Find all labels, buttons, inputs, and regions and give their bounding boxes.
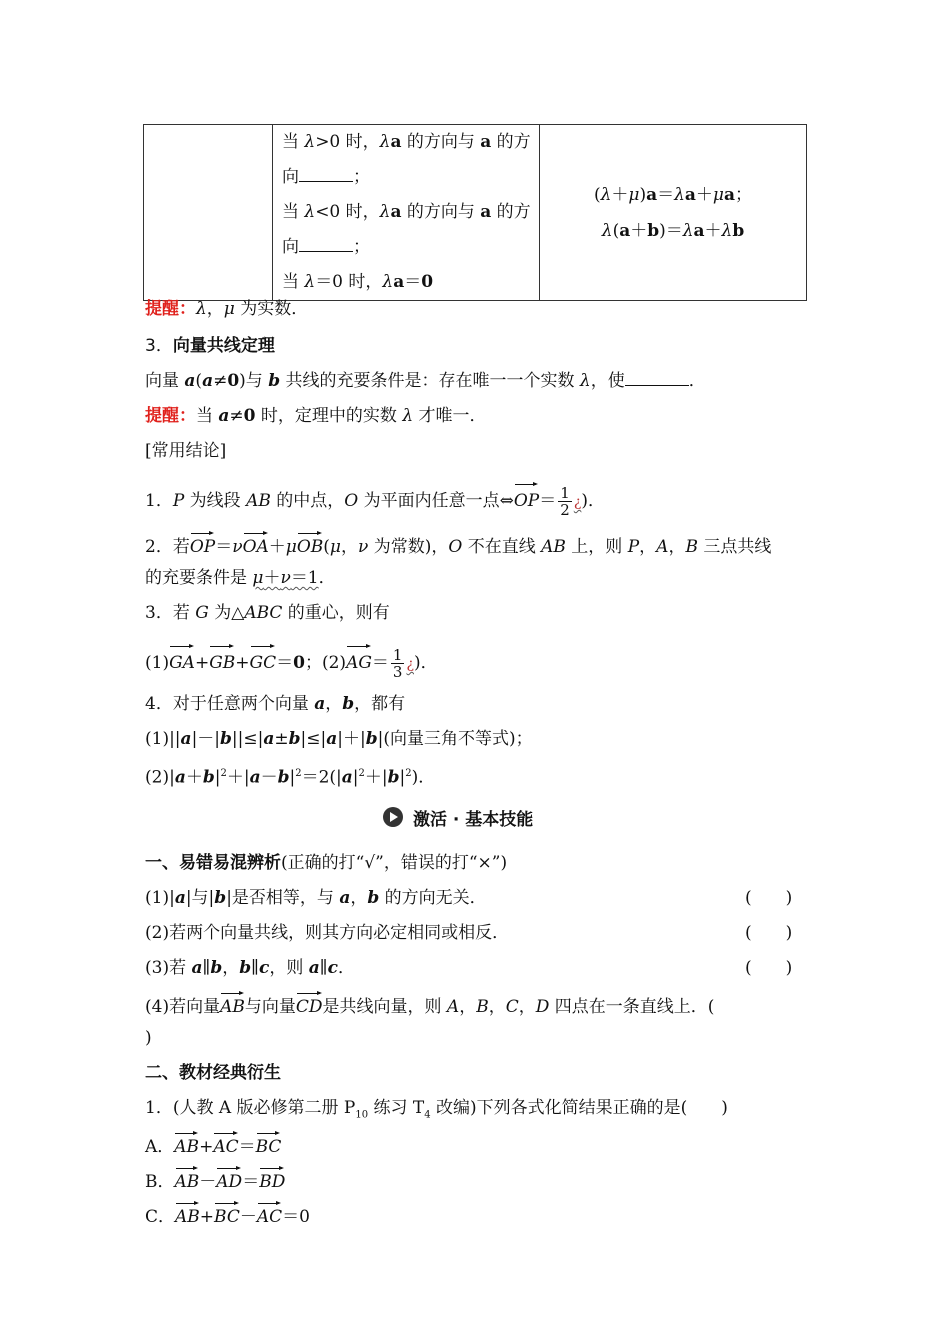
answer-paren-1[interactable]: ( ) xyxy=(745,888,793,908)
conclusion-3: 3．若 G 为△ABC 的重心，则有 xyxy=(145,603,390,623)
conclusion-4: 4．对于任意两个向量 a，b，都有 xyxy=(145,694,406,714)
collinear-theorem: 向量 a(a≠0)与 b 共线的充要条件是：存在唯一一个实数 λ，使 ． xyxy=(145,371,706,391)
judge-item-1: (1)|a|与|b|是否相等，与 a，b 的方向无关． xyxy=(145,888,487,908)
option-c[interactable]: C．AB+BC－AC＝0 xyxy=(145,1201,310,1229)
distributive-law-2: λ(a＋b)＝λa＋λb xyxy=(601,220,745,241)
fraction-half: $\frac{1}{2}$ xyxy=(560,484,570,519)
skills-banner: 激活 · 基本技能 xyxy=(383,804,533,830)
answer-paren-4[interactable]: ) xyxy=(145,1028,152,1048)
triangle-inequality: (1)||a|－|b||≤|a±b|≤|a|＋|b|(向量三角不等式)； xyxy=(145,729,533,749)
play-icon xyxy=(383,807,403,827)
section-3-title: 3．向量共线定理 xyxy=(145,336,275,356)
judge-item-4: (4)若向量AB与向量CD是共线向量，则 A，B，C，D 四点在一条直线上．( xyxy=(145,991,714,1019)
table-cell-empty xyxy=(144,125,273,301)
table-cell-direction: 当 λ>0 时，λa 的方向与 a 的方 向 ； 当 λ<0 时，λa 的方向与 a 的方 向 ； 当 λ＝0 时，λa＝0 xyxy=(273,125,540,301)
conclusions-title: [常用结论] xyxy=(145,441,227,461)
tip-2: 提醒：当 a≠0 时，定理中的实数 λ 才唯一． xyxy=(145,406,487,426)
centroid-formulas: (1)GA+GB+GC＝0；(2)AG＝ $\frac{1}{3}$ ¿)． xyxy=(145,646,438,681)
conclusion-2-line2: 的充要条件是 μ＋ν＝1． xyxy=(145,568,336,588)
tip-1: 提醒：λ，μ 为实数． xyxy=(145,299,309,319)
option-a[interactable]: A．AB+AC＝BC xyxy=(145,1131,281,1159)
judge-item-3: (3)若 a∥b，b∥c，则 a∥c． xyxy=(145,958,355,978)
parallelogram-law: $(2)|a+b|^2+|a-b|^2=2(|a|^2+|b|^2)$． xyxy=(145,767,436,788)
option-b[interactable]: B．AB－AD＝BD xyxy=(145,1166,285,1194)
answer-paren-3[interactable]: ( ) xyxy=(745,958,793,978)
conclusion-1: 1．P 为线段 AB 的中点，O 为平面内任意一点⇔OP＝ $\frac{1}{2}$ ¿)． xyxy=(145,484,605,519)
part2-heading: 二、教材经典衍生 xyxy=(145,1063,281,1083)
operations-table xyxy=(143,124,807,301)
answer-paren-2[interactable]: ( ) xyxy=(745,923,793,943)
distributive-law-1: (λ＋μ)a＝λa＋μa； xyxy=(593,184,752,205)
table-cell-laws xyxy=(540,125,807,301)
judge-item-2: (2)若两个向量共线，则其方向必定相同或相反． xyxy=(145,923,510,943)
question-1: 1．(人教 A 版必修第二册 $P_{10}$ 练习 $T_4$ 改编)下列各式化简结果正确的是( ) xyxy=(145,1098,728,1121)
conclusion-2-line1: 2．若OP＝νOA＋μOB(μ，ν 为常数)，O 不在直线 AB 上，则 P，A，B 三点共线 xyxy=(145,531,771,559)
fraction-third: $\frac{1}{3}$ xyxy=(392,646,403,681)
part1-heading: 一、易错易混辨析(正确的打“√”，错误的打“×”) xyxy=(145,853,508,873)
